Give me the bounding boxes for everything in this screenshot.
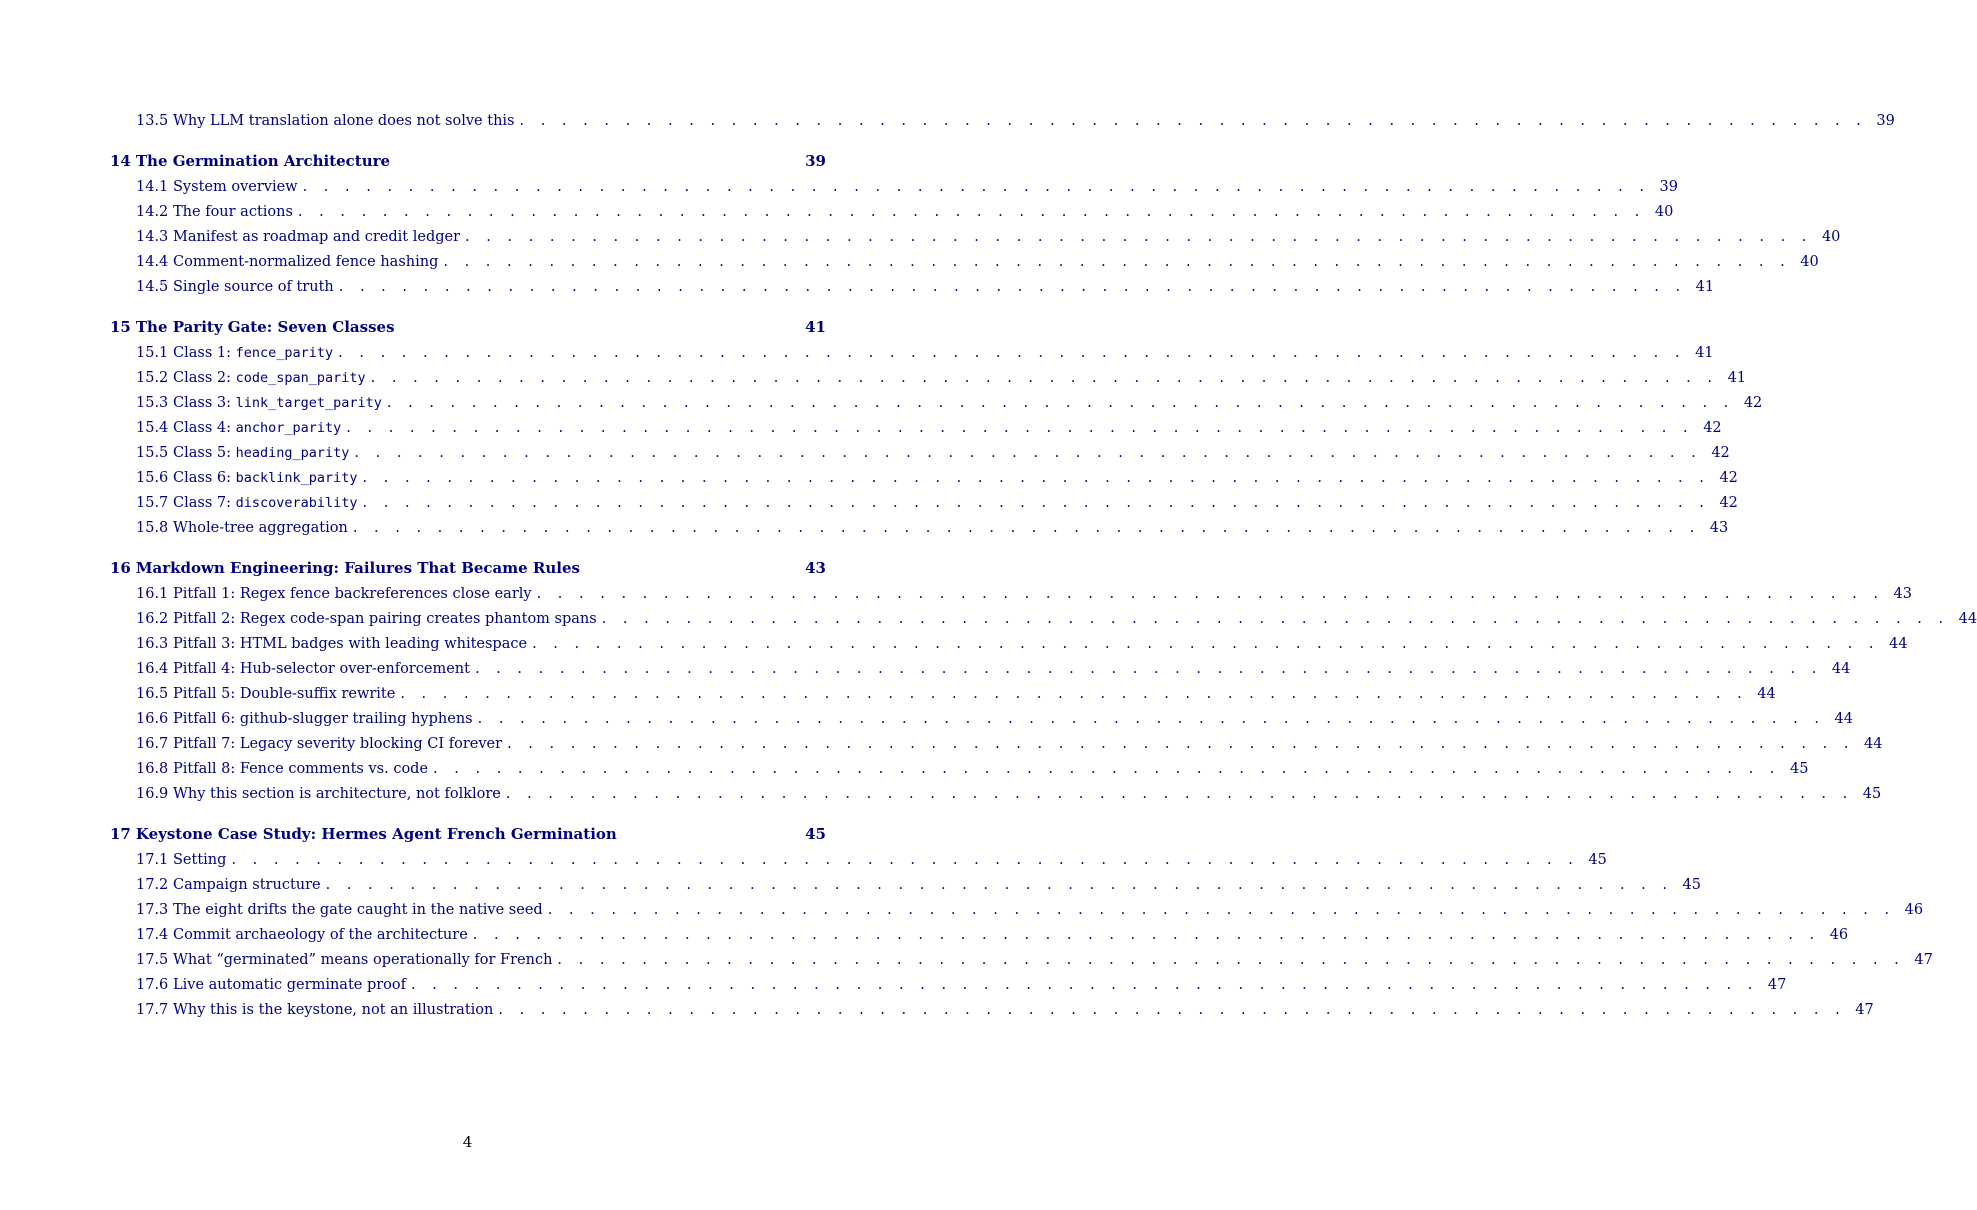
toc-entry-number: 15.4 xyxy=(136,420,169,436)
toc-entry-page: 45 xyxy=(1862,786,1882,802)
toc-leader-dots: . . . . . . . . . . . . . . . . . . . . . . . . . . . . . . . . . . . . . . . . . . . . . . . . . . . . . . . . . . . . . . . . xyxy=(338,345,1686,361)
toc-section-entry[interactable] xyxy=(110,782,1882,807)
toc-entry-number: 16.2 xyxy=(136,611,169,627)
toc-entry-title-text: The Germination Architecture xyxy=(135,152,391,170)
toc-entry-title xyxy=(173,707,473,732)
toc-section-entry[interactable] xyxy=(110,682,1776,707)
table-of-contents xyxy=(110,109,1977,1023)
toc-entry-title-text: Pitfall 2: Regex code-span pairing creates phantom spans xyxy=(173,611,597,627)
toc-entry-title-text: Pitfall 5: Double-suffix rewrite xyxy=(173,686,396,702)
toc-leader-dots: . . . . . . . . . . . . . . . . . . . . . . . . . . . . . . . . . . . . . . . . . . . . . . . . . . . . . . . . . . . . . . . . xyxy=(536,586,1884,602)
toc-section-entry[interactable] xyxy=(110,898,1924,923)
toc-chapter-entry[interactable] xyxy=(110,314,826,341)
toc-leader-dots: . . . . . . . . . . . . . . . . . . . . . . . . . . . . . . . . . . . . . . . . . . . . . . . . . . . . . . . . . . . . . . . . xyxy=(507,736,1855,752)
toc-section-entry[interactable] xyxy=(110,175,1678,200)
toc-leader-dots: . . . . . . . . . . . . . . . . . . . . . . . . . . . . . . . . . . . . . . . . . . . . . . . . . . . . . . . . . . . . . . . . xyxy=(498,1002,1846,1018)
toc-entry-number: 17.3 xyxy=(136,902,169,918)
toc-entry-number: 14.3 xyxy=(136,229,169,245)
toc-entry-number: 16.6 xyxy=(136,711,169,727)
toc-entry-code: code_span_parity xyxy=(235,370,366,386)
toc-entry-number: 14.5 xyxy=(136,279,169,295)
toc-entry-page: 44 xyxy=(1757,686,1776,702)
toc-entry-page: 42 xyxy=(1703,420,1722,436)
toc-entry-title xyxy=(173,175,298,200)
toc-leader-dots: . . . . . . . . . . . . . . . . . . . . . . . . . . . . . . . . . . . . . . . . . . . . . . . . . . . . . . . . . . . . . . . . xyxy=(443,254,1791,270)
toc-leader-dots: . . . . . . . . . . . . . . . . . . . . . . . . . . . . . . . . . . . . . . . . . . . . . . . . . . . . . . . . . . . . . . . . xyxy=(601,611,1950,627)
toc-entry-title-text: Class 1: xyxy=(173,345,236,361)
toc-entry-title xyxy=(136,314,395,341)
toc-entry-number: 17.5 xyxy=(136,952,169,968)
toc-entry-number: 17.2 xyxy=(136,877,169,893)
toc-entry-title-text: Setting xyxy=(173,852,227,868)
toc-entry-title xyxy=(173,632,527,657)
toc-entry-title xyxy=(173,873,321,898)
toc-entry-title-text: Class 3: xyxy=(173,395,236,411)
toc-entry-title xyxy=(173,898,543,923)
toc-section-entry[interactable] xyxy=(110,707,1853,732)
toc-entry-title xyxy=(173,582,532,607)
toc-section-entry[interactable] xyxy=(110,109,1895,134)
toc-entry-title xyxy=(173,441,349,466)
toc-entry-title-text: Pitfall 6: github-slugger trailing hyphens xyxy=(173,711,473,727)
toc-entry-page: 42 xyxy=(1719,470,1738,486)
toc-entry-title xyxy=(173,923,468,948)
toc-entry-page: 43 xyxy=(1893,586,1912,602)
toc-entry-title xyxy=(173,275,334,300)
toc-entry-title-text: Campaign structure xyxy=(173,877,321,893)
toc-entry-page: 41 xyxy=(1727,370,1747,386)
toc-leader-dots: . . . . . . . . . . . . . . . . . . . . . . . . . . . . . . . . . . . . . . . . . . . . . . . . . . . . . . . . . . . . . . . . xyxy=(474,661,1823,677)
toc-entry-number: 17.7 xyxy=(136,1002,169,1018)
toc-entry-title xyxy=(136,148,390,175)
toc-entry-number: 15 xyxy=(110,318,131,336)
toc-entry-page: 44 xyxy=(1958,611,1977,627)
toc-entry-page: 42 xyxy=(1743,395,1763,411)
toc-entry-page: 42 xyxy=(1711,445,1730,461)
toc-entry-title xyxy=(173,391,382,416)
toc-entry-page: 43 xyxy=(1709,520,1729,536)
toc-chapter-entry[interactable] xyxy=(110,821,826,848)
toc-section-entry[interactable] xyxy=(110,848,1607,873)
toc-section-entry[interactable] xyxy=(110,516,1729,541)
toc-entry-number: 16 xyxy=(110,559,131,577)
toc-entry-title xyxy=(173,657,470,682)
toc-entry-title xyxy=(173,109,515,134)
toc-entry-number: 17.4 xyxy=(136,927,169,943)
toc-entry-title xyxy=(173,607,597,632)
toc-section-entry[interactable] xyxy=(110,657,1851,682)
toc-leader-dots: . . . . . . . . . . . . . . . . . . . . . . . . . . . . . . . . . . . . . . . . . . . . . . . . . . . . . . . . . . . . . . . . xyxy=(433,761,1781,777)
toc-leader-dots: . . . . . . . . . . . . . . . . . . . . . . . . . . . . . . . . . . . . . . . . . . . . . . . . . . . . . . . . . . . . . . . . xyxy=(302,179,1650,195)
toc-entry-number: 15.7 xyxy=(136,495,169,511)
toc-leader-dots: . . . . . . . . . . . . . . . . . . . . . . . . . . . . . . . . . . . . . . . . . . . . . . . . . . . . . . . . . . . . . . . . xyxy=(325,877,1673,893)
toc-leader-dots: . . . . . . . . . . . . . . . . . . . . . . . . . . . . . . . . . . . . . . . . . . . . . . . . . . . . . . . . . . . . . . . . xyxy=(519,113,1867,129)
toc-entry-title-text: System overview xyxy=(173,179,298,195)
toc-entry-title xyxy=(173,682,395,707)
toc-section-entry[interactable] xyxy=(110,923,1849,948)
toc-entry-title xyxy=(173,782,501,807)
toc-entry-number: 14.1 xyxy=(136,179,169,195)
toc-leader-dots: . . . . . . . . . . . . . . . . . . . . . . . . . . . . . . . . . . . . . . . . . . . . . . . . . . . . . . . . . . . . . . . . xyxy=(362,495,1710,511)
toc-entry-number: 14.4 xyxy=(136,254,169,270)
toc-leader-dots: . . . . . . . . . . . . . . . . . . . . . . . . . . . . . . . . . . . . . . . . . . . . . . . . . . . . . . . . . . . . . . . . xyxy=(411,977,1759,993)
toc-entry-title-text: Single source of truth xyxy=(173,279,334,295)
toc-entry-code: backlink_parity xyxy=(235,470,358,486)
toc-section-entry[interactable] xyxy=(110,466,1738,491)
toc-entry-title-text: Markdown Engineering: Failures That Became Rules xyxy=(135,559,580,577)
toc-entry-title-text: Keystone Case Study: Hermes Agent French Germination xyxy=(135,825,617,843)
toc-entry-title-text: The Parity Gate: Seven Classes xyxy=(135,318,395,336)
toc-section-entry[interactable] xyxy=(110,998,1874,1023)
toc-entry-page: 42 xyxy=(1719,495,1738,511)
toc-entry-number: 16.5 xyxy=(136,686,169,702)
toc-entry-title xyxy=(136,555,580,582)
toc-entry-number: 16.1 xyxy=(136,586,169,602)
toc-leader-dots: . . . . . . . . . . . . . . . . . . . . . . . . . . . . . . . . . . . . . . . . . . . . . . . . . . . . . . . . . . . . . . . . xyxy=(362,470,1710,486)
toc-entry-title xyxy=(173,848,226,873)
toc-section-entry[interactable] xyxy=(110,491,1738,516)
toc-leader-dots: . . . . . . . . . . . . . . . . . . . . . . . . . . . . . . . . . . . . . . . . . . . . . . . . . . . . . . . . . . . . . . . . xyxy=(352,520,1701,536)
toc-entry-title xyxy=(173,225,460,250)
toc-entry-title xyxy=(173,973,406,998)
toc-section-entry[interactable] xyxy=(110,366,1747,391)
toc-entry-title-text: Why this is the keystone, not an illustration xyxy=(173,1002,494,1018)
toc-entry-title xyxy=(136,821,617,848)
toc-section-entry[interactable] xyxy=(110,973,1787,998)
page-number: 4 xyxy=(462,1133,473,1151)
toc-chapter-entry[interactable] xyxy=(110,148,826,175)
toc-entry-title-text: Pitfall 1: Regex fence backreferences close early xyxy=(173,586,532,602)
toc-section-entry[interactable] xyxy=(110,225,1841,250)
toc-entry-title-text: Class 2: xyxy=(173,370,236,386)
toc-entry-page: 45 xyxy=(1588,852,1607,868)
toc-entry-title xyxy=(173,491,358,516)
toc-entry-page: 41 xyxy=(1695,279,1715,295)
toc-section-entry[interactable] xyxy=(110,341,1714,366)
toc-entry-number: 17 xyxy=(110,825,131,843)
toc-leader-dots: . . . . . . . . . . . . . . . . . . . . . . . . . . . . . . . . . . . . . . . . . . . . . . . . . . . . . . . . . . . . . . . . xyxy=(400,686,1748,702)
toc-entry-number: 15.6 xyxy=(136,470,169,486)
toc-entry-title-text: Why LLM translation alone does not solve this xyxy=(173,113,515,129)
toc-entry-title-text: Pitfall 3: HTML badges with leading whitespace xyxy=(173,636,528,652)
toc-section-entry[interactable] xyxy=(110,441,1730,466)
toc-section-entry[interactable] xyxy=(110,275,1715,300)
toc-entry-page: 44 xyxy=(1831,661,1851,677)
toc-leader-dots: . . . . . . . . . . . . . . . . . . . . . . . . . . . . . . . . . . . . . . . . . . . . . . . . . . . . . . . . . . . . . . . . xyxy=(532,636,1880,652)
toc-section-entry[interactable] xyxy=(110,732,1883,757)
toc-entry-title-text: Whole-tree aggregation xyxy=(173,520,348,536)
toc-entry-title-text: Class 4: xyxy=(173,420,236,436)
toc-entry-title xyxy=(173,466,358,491)
toc-entry-page: 44 xyxy=(1834,711,1853,727)
toc-entry-title xyxy=(173,998,493,1023)
toc-section-entry[interactable] xyxy=(110,250,1819,275)
toc-section-entry[interactable] xyxy=(110,582,1912,607)
toc-leader-dots: . . . . . . . . . . . . . . . . . . . . . . . . . . . . . . . . . . . . . . . . . . . . . . . . . . . . . . . . . . . . . . . . xyxy=(505,786,1854,802)
toc-entry-page: 47 xyxy=(1767,977,1787,993)
toc-section-entry[interactable] xyxy=(110,200,1674,225)
toc-entry-page: 41 xyxy=(805,318,826,336)
toc-leader-dots: . . . . . . . . . . . . . . . . . . . . . . . . . . . . . . . . . . . . . . . . . . . . . . . . . . . . . . . . . . . . . . . . xyxy=(386,395,1735,411)
toc-entry-page: 45 xyxy=(1789,761,1809,777)
toc-entry-code: fence_parity xyxy=(235,345,334,361)
toc-leader-dots: . . . . . . . . . . . . . . . . . . . . . . . . . . . . . . . . . . . . . . . . . . . . . . . . . . . . . . . . . . . . . . . . xyxy=(465,229,1813,245)
toc-entry-title xyxy=(173,341,333,366)
toc-entry-number: 16.7 xyxy=(136,736,169,752)
toc-entry-page: 43 xyxy=(805,559,826,577)
toc-entry-title-text: Pitfall 8: Fence comments vs. code xyxy=(173,761,429,777)
toc-leader-dots: . . . . . . . . . . . . . . . . . . . . . . . . . . . . . . . . . . . . . . . . . . . . . . . . . . . . . . . . . . . . . . . . xyxy=(297,204,1646,220)
toc-entry-page: 45 xyxy=(805,825,826,843)
toc-section-entry[interactable] xyxy=(110,607,1977,632)
toc-entry-title-text: Manifest as roadmap and credit ledger xyxy=(173,229,461,245)
toc-entry-page: 39 xyxy=(1659,179,1678,195)
toc-entry-page: 47 xyxy=(1855,1002,1874,1018)
toc-entry-code: link_target_parity xyxy=(235,395,382,411)
toc-entry-page: 40 xyxy=(1821,229,1841,245)
toc-entry-number: 16.3 xyxy=(136,636,169,652)
toc-section-entry[interactable] xyxy=(110,873,1701,898)
toc-entry-title xyxy=(173,516,348,541)
toc-entry-title-text: Pitfall 4: Hub-selector over-enforcement xyxy=(173,661,470,677)
toc-leader-dots: . . . . . . . . . . . . . . . . . . . . . . . . . . . . . . . . . . . . . . . . . . . . . . . . . . . . . . . . . . . . . . . . xyxy=(346,420,1694,436)
toc-leader-dots: . . . . . . . . . . . . . . . . . . . . . . . . . . . . . . . . . . . . . . . . . . . . . . . . . . . . . . . . . . . . . . . . xyxy=(354,445,1702,461)
toc-chapter-entry[interactable] xyxy=(110,555,826,582)
toc-entry-page: 44 xyxy=(1863,736,1883,752)
toc-entry-number: 17.6 xyxy=(136,977,169,993)
toc-section-entry[interactable] xyxy=(110,948,1933,973)
toc-section-entry[interactable] xyxy=(110,757,1809,782)
toc-entry-number: 13.5 xyxy=(136,113,169,129)
toc-entry-title-text: Live automatic germinate proof xyxy=(173,977,406,993)
toc-entry-code: discoverability xyxy=(235,495,358,511)
toc-leader-dots: . . . . . . . . . . . . . . . . . . . . . . . . . . . . . . . . . . . . . . . . . . . . . . . . . . . . . . . . . . . . . . . . xyxy=(231,852,1579,868)
toc-entry-title xyxy=(173,200,293,225)
toc-entry-page: 39 xyxy=(805,152,826,170)
toc-entry-title-text: Commit archaeology of the architecture xyxy=(173,927,468,943)
toc-entry-page: 40 xyxy=(1800,254,1819,270)
toc-section-entry[interactable] xyxy=(110,632,1908,657)
toc-section-entry[interactable] xyxy=(110,391,1763,416)
toc-entry-title xyxy=(173,250,438,275)
toc-entry-number: 14 xyxy=(110,152,131,170)
toc-entry-title-text: Pitfall 7: Legacy severity blocking CI forever xyxy=(173,736,503,752)
toc-section-entry[interactable] xyxy=(110,416,1722,441)
toc-entry-page: 45 xyxy=(1682,877,1701,893)
toc-entry-title-text: Class 5: xyxy=(173,445,236,461)
toc-entry-number: 15.2 xyxy=(136,370,169,386)
toc-entry-code: anchor_parity xyxy=(235,420,342,436)
toc-entry-page: 46 xyxy=(1904,902,1924,918)
toc-entry-number: 15.8 xyxy=(136,520,169,536)
toc-entry-page: 46 xyxy=(1829,927,1849,943)
toc-entry-title-text: The eight drifts the gate caught in the native seed xyxy=(173,902,543,918)
toc-entry-title xyxy=(173,366,366,391)
toc-leader-dots: . . . . . . . . . . . . . . . . . . . . . . . . . . . . . . . . . . . . . . . . . . . . . . . . . . . . . . . . . . . . . . . . xyxy=(370,370,1719,386)
toc-entry-number: 16.9 xyxy=(136,786,169,802)
toc-entry-title xyxy=(173,732,502,757)
toc-leader-dots: . . . . . . . . . . . . . . . . . . . . . . . . . . . . . . . . . . . . . . . . . . . . . . . . . . . . . . . . . . . . . . . . xyxy=(477,711,1825,727)
toc-entry-number: 17.1 xyxy=(136,852,169,868)
toc-entry-number: 16.4 xyxy=(136,661,169,677)
toc-entry-page: 40 xyxy=(1654,204,1674,220)
toc-entry-page: 39 xyxy=(1876,113,1895,129)
toc-entry-title-text: Comment-normalized fence hashing xyxy=(173,254,439,270)
toc-entry-page: 47 xyxy=(1914,952,1933,968)
toc-entry-title xyxy=(173,757,428,782)
toc-entry-number: 15.3 xyxy=(136,395,169,411)
toc-entry-title-text: Class 6: xyxy=(173,470,236,486)
toc-leader-dots: . . . . . . . . . . . . . . . . . . . . . . . . . . . . . . . . . . . . . . . . . . . . . . . . . . . . . . . . . . . . . . . . xyxy=(472,927,1821,943)
toc-leader-dots: . . . . . . . . . . . . . . . . . . . . . . . . . . . . . . . . . . . . . . . . . . . . . . . . . . . . . . . . . . . . . . . . xyxy=(338,279,1687,295)
toc-entry-page: 41 xyxy=(1695,345,1714,361)
toc-entry-number: 15.1 xyxy=(136,345,169,361)
toc-entry-number: 15.5 xyxy=(136,445,169,461)
toc-entry-title-text: What “germinated” means operationally for French xyxy=(173,952,553,968)
toc-entry-title xyxy=(173,948,552,973)
toc-leader-dots: . . . . . . . . . . . . . . . . . . . . . . . . . . . . . . . . . . . . . . . . . . . . . . . . . . . . . . . . . . . . . . . . xyxy=(547,902,1896,918)
toc-entry-number: 16.8 xyxy=(136,761,169,777)
toc-entry-title-text: Class 7: xyxy=(173,495,236,511)
toc-entry-title-text: The four actions xyxy=(173,204,293,220)
toc-entry-code: heading_parity xyxy=(235,445,350,461)
toc-entry-page: 44 xyxy=(1888,636,1908,652)
toc-leader-dots: . . . . . . . . . . . . . . . . . . . . . . . . . . . . . . . . . . . . . . . . . . . . . . . . . . . . . . . . . . . . . . . . xyxy=(557,952,1905,968)
toc-entry-title xyxy=(173,416,341,441)
toc-entry-title-text: Why this section is architecture, not folklore xyxy=(173,786,501,802)
toc-entry-number: 14.2 xyxy=(136,204,169,220)
